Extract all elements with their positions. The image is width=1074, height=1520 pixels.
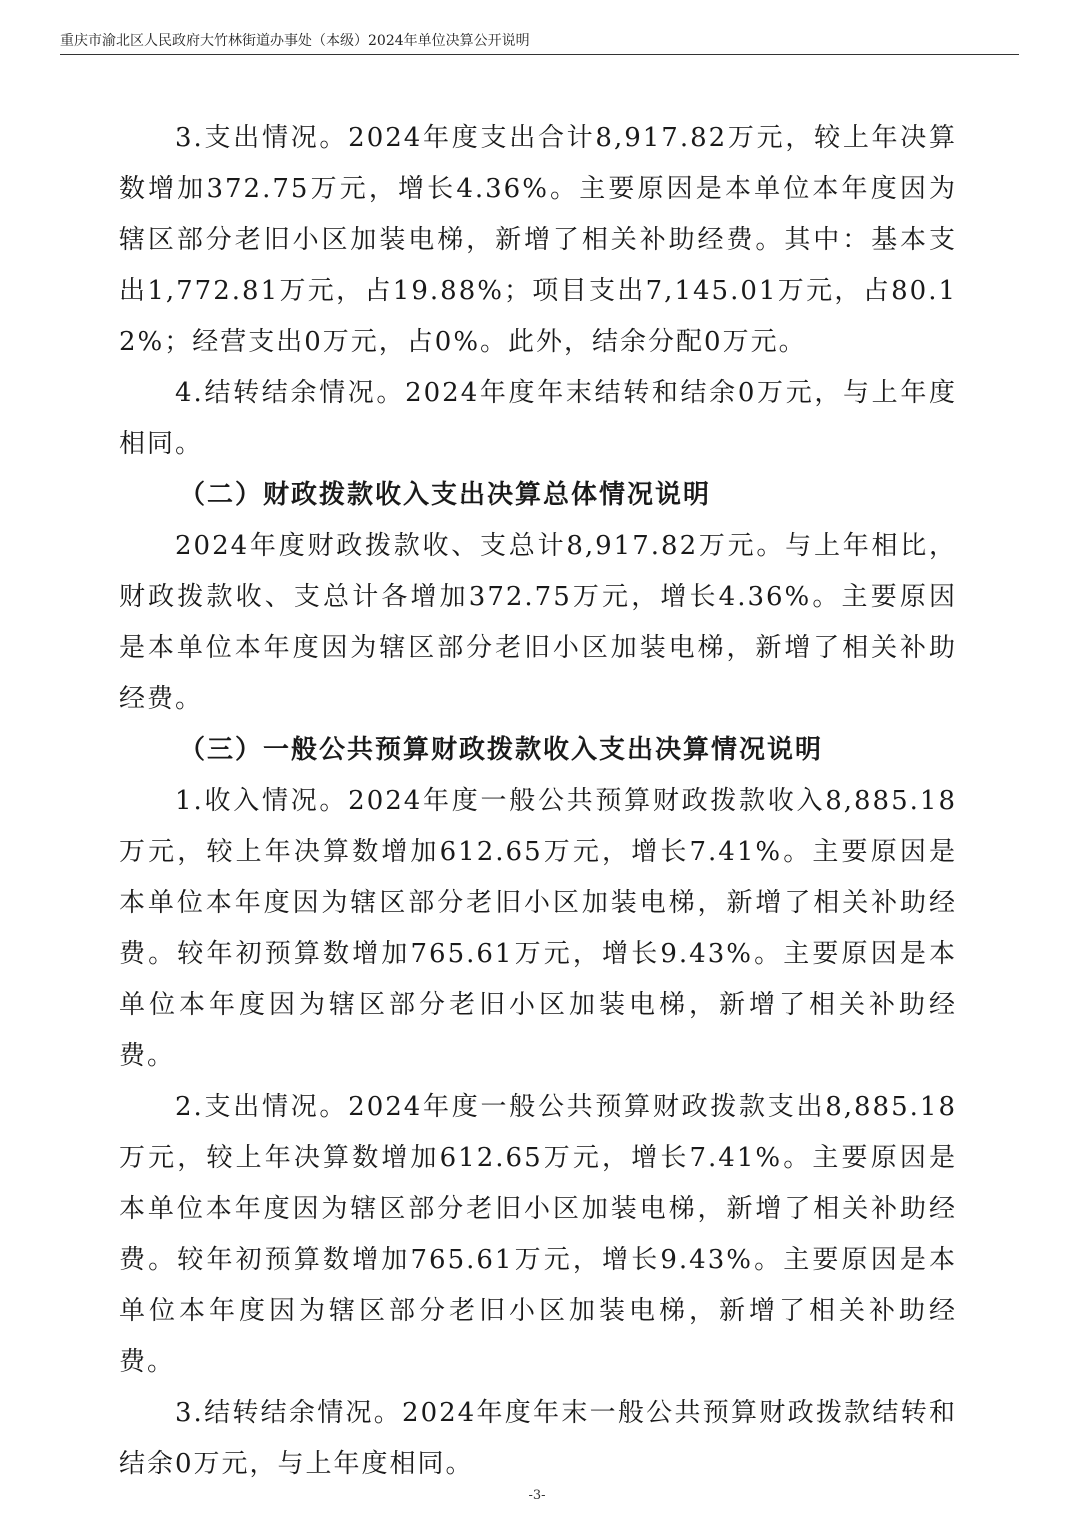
document-body	[119, 113, 957, 1490]
paragraph-carryover: 4.结转结余情况。2024年度年末结转和结余0万元，与上年度相同。	[119, 378, 957, 459]
paragraph-gpb-income: 1.收入情况。2024年度一般公共预算财政拨款收入8,885.18万元，较上年决算数增加612.65万元，增长7.41%。主要原因是本单位本年度因为辖区部分老旧小区加装电梯，新增了相关补助经费。较年初预算数增加765.61万元，增长9.43%。主要原因是本单位本年度因为辖区部分老旧小区加装电梯，新增了相关补助经费。	[119, 786, 957, 1071]
page-number: -3-	[528, 1488, 546, 1503]
section-heading-general-public-budget: （三）一般公共预算财政拨款收入支出决算情况说明	[179, 735, 824, 765]
paragraph-expenditure: 3.支出情况。2024年度支出合计8,917.82万元，较上年决算数增加372.75万元，增长4.36%。主要原因是本单位本年度因为辖区部分老旧小区加装电梯，新增了相关补助经费。其中：基本支出1,772.81万元，占19.88%；项目支出7,145.01万元，占80.12%；经营支出0万元，占0%。此外，结余分配0万元。	[119, 123, 957, 357]
paragraph-gpb-carryover: 3.结转结余情况。2024年度年末一般公共预算财政拨款结转和结余0万元，与上年度相同。	[119, 1398, 957, 1479]
paragraph-fiscal-appropriation: 2024年度财政拨款收、支总计8,917.82万元。与上年相比，财政拨款收、支总计各增加372.75万元，增长4.36%。主要原因是本单位本年度因为辖区部分老旧小区加装电梯，新增了相关补助经费。	[119, 531, 957, 714]
header-divider	[60, 54, 1019, 55]
section-heading-fiscal-appropriation: （二）财政拨款收入支出决算总体情况说明	[179, 480, 712, 510]
paragraph-gpb-expenditure: 2.支出情况。2024年度一般公共预算财政拨款支出8,885.18万元，较上年决算数增加612.65万元，增长7.41%。主要原因是本单位本年度因为辖区部分老旧小区加装电梯，新增了相关补助经费。较年初预算数增加765.61万元，增长9.43%。主要原因是本单位本年度因为辖区部分老旧小区加装电梯，新增了相关补助经费。	[119, 1092, 957, 1377]
page-header-title: 重庆市渝北区人民政府大竹林街道办事处（本级）2024年单位决算公开说明	[60, 33, 530, 49]
